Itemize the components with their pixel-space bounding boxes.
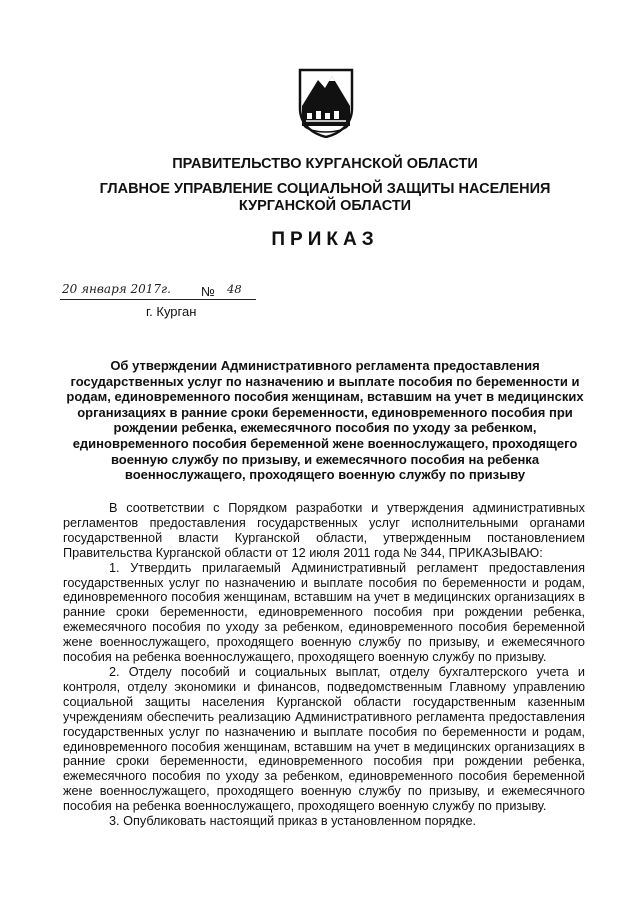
government-name: ПРАВИТЕЛЬСТВО КУРГАНСКОЙ ОБЛАСТИ bbox=[172, 156, 478, 172]
department-name bbox=[60, 181, 590, 215]
city: г. Курган bbox=[146, 304, 197, 319]
date-number-line bbox=[60, 282, 260, 304]
kurgan-coat-of-arms-icon bbox=[298, 68, 354, 138]
preamble-paragraph: В соответствии с Порядком разработки и утверждения административных регламентов предоставления государственных услуг исполнительными органами государственной власти Курганской области, утвержденным постановлением Правительства Курганской области от 12 июля 2011 года № 344, ПРИКАЗЫВАЮ: bbox=[63, 501, 585, 560]
clause-2-paragraph: 2. Отделу пособий и социальных выплат, отделу бухгалтерского учета и контроля, отделу экономики и финансов, подведомственным Главному управлению социальной защиты населения Курганской области государственным казенным учреждениям обеспечить реализацию Административного регламента предоставления государственных услуг по назначению и выплате пособия по беременности и родам, единовременного пособия женщинам, вставшим на учет в медицинских организациях в ранние сроки беременности, единовременного пособия при рождении ребенка, ежемесячного пособия по уходу за ребенком, единовременного пособия беременной жене военнослужащего, проходящего военную службу по призыву, и ежемесячного пособия на ребенка военнослужащего, проходящего военную службу по призыву. bbox=[63, 664, 585, 814]
order-title: Об утверждении Административного регламента предоставления государственных услуг по назначению и выплате пособия по беременности и родам, единовременного пособия женщинам, вставшим на учет в медицинских организациях в ранние сроки беременности, единовременного пособия при рождении ребенка, ежемесячного пособия по уходу за ребенком, единовременного пособия беременной жене военнослужащего, проходящего военную службу по призыву, и ежемесячного пособия на ребенка военнослужащего, проходящего военную службу по призыву bbox=[66, 358, 584, 483]
order-date: 20 января 2017г. bbox=[62, 282, 171, 296]
department-line-1: ГЛАВНОЕ УПРАВЛЕНИЕ СОЦИАЛЬНОЙ ЗАЩИТЫ НАСЕЛЕНИЯ bbox=[99, 181, 551, 197]
department-line-2: КУРГАНСКОЙ ОБЛАСТИ bbox=[238, 198, 412, 214]
order-body bbox=[63, 501, 585, 829]
number-label: № bbox=[201, 284, 215, 299]
clause-1-paragraph: 1. Утвердить прилагаемый Административный регламент предоставления государственных услуг по назначению и выплате пособия по беременности и родам, единовременного пособия женщинам, вставшим на учет в медицинских организациях в ранние сроки беременности, единовременного пособия при рождении ребенка, ежемесячного пособия по уходу за ребенком, единовременного пособия беременной жене военнослужащего, проходящего военную службу по призыву, и ежемесячного пособия на ребенка военнослужащего, проходящего военную службу по призыву. bbox=[63, 560, 585, 665]
clause-3-paragraph: 3. Опубликовать настоящий приказ в установленном порядке. bbox=[109, 814, 477, 829]
order-number: 48 bbox=[227, 282, 242, 296]
date-underline bbox=[60, 299, 256, 300]
document-type: ПРИКАЗ bbox=[271, 229, 379, 250]
